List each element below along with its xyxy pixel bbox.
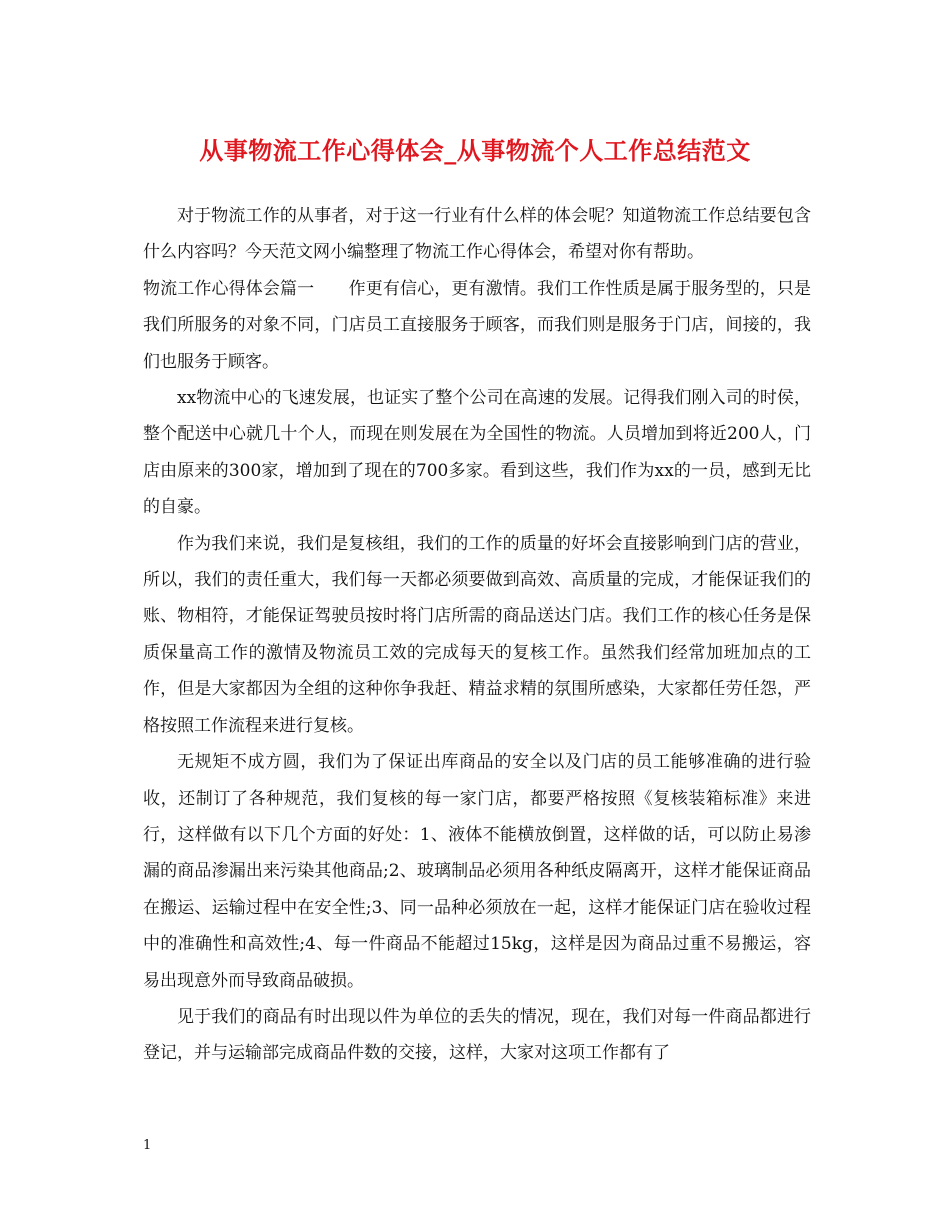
paragraph-review-team: 作为我们来说，我们是复核组，我们的工作的质量的好坏会直接影响到门店的营业，所以，我们的责任重大，我们每一天都必须要做到高效、高质量的完成，才能保证我们的账、物相符，才能保证驾驶员按时将门店所需的商品送达门店。我们工作的核心任务是保质保量高工作的激情及物流员工效的完成每天的复核工作。虽然我们经常加班加点的工作，但是大家都因为全组的这种你争我赶、精益求精的氛围所感染，大家都任劳任怨，严格按照工作流程来进行复核。 <box>143 533 811 736</box>
paragraph-growth: xx物流中心的飞速发展，也证实了整个公司在高速的发展。记得我们刚入司的时侯，整个配送中心就几十个人，而现在则发展在为全国性的物流。人员增加到将近200人，门店由原来的300家，增加到了现在的700多家。看到这些，我们作为xx的一员，感到无比的自豪。 <box>143 388 811 518</box>
document-body <box>143 198 811 1072</box>
paragraph-rules: 无规矩不成方圆，我们为了保证出库商品的安全以及门店的员工能够准确的进行验收，还制订了各种规范，我们复核的每一家门店，都要严格按照《复核装箱标准》来进行，这样做有以下几个方面的好处：1、液体不能横放倒置，这样做的话，可以防止易渗漏的商品渗漏出来污染其他商品;2、玻璃制品必须用各种纸皮隔离开，这样才能保证商品在搬运、运输过程中在安全性;3、同一品种必须放在一起，这样才能保证门店在验收过程中的准确性和高效性;4、每一件商品不能超过15kg，这样是因为商品过重不易搬运，容易出现意外而导致商品破损。 <box>143 752 811 991</box>
document-title: 从事物流工作心得体会_从事物流个人工作总结范文 <box>199 136 751 165</box>
paragraph-intro: 对于物流工作的从事者，对于这一行业有什么样的体会呢？知道物流工作总结要包含什么内容吗？今天范文网小编整理了物流工作心得体会，希望对你有帮助。 <box>143 206 811 263</box>
paragraph-section-one: 物流工作心得体会篇一 作更有信心，更有激情。我们工作性质是属于服务型的，只是我们所服务的对象不同，门店员工直接服务于顾客，而我们则是服务于门店，间接的，我们也服务于顾客。 <box>143 278 811 372</box>
page-number: 1 <box>143 1138 152 1153</box>
paragraph-registration: 见于我们的商品有时出现以件为单位的丢失的情况，现在，我们对每一件商品都进行登记，并与运输部完成商品件数的交接，这样，大家对这项工作都有了 <box>143 1006 811 1064</box>
